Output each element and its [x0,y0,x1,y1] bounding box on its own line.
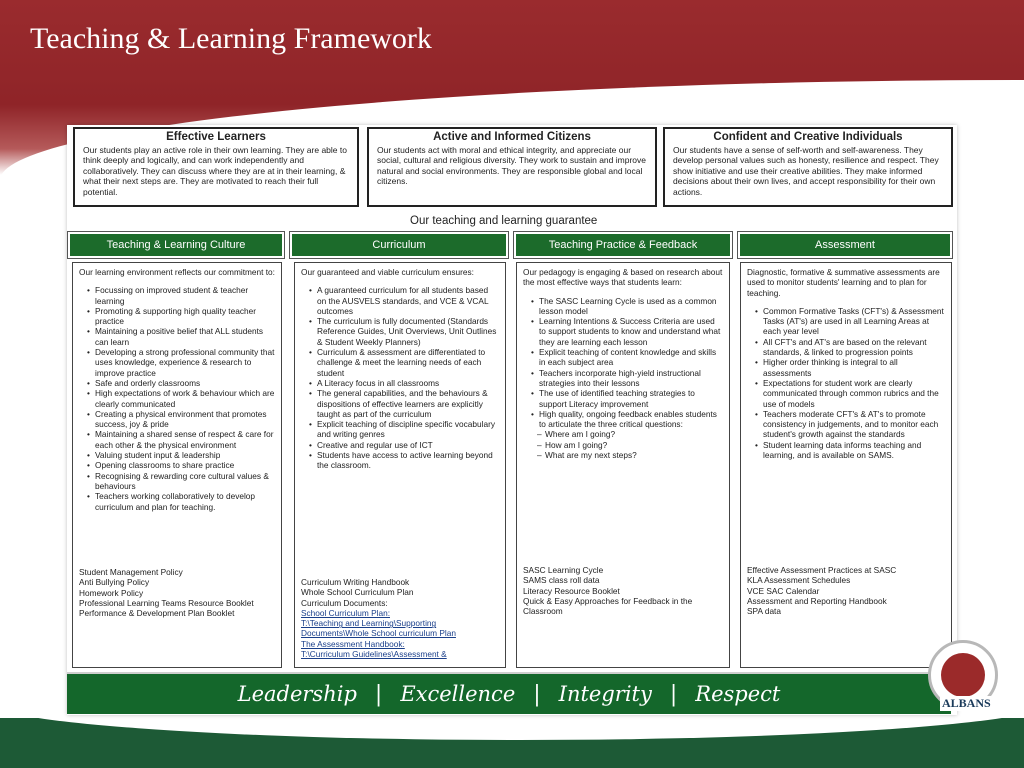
guarantee-label: Our teaching and learning guarantee [410,215,598,227]
box-body: Our students act with moral and ethical integrity, and appreciate our social, cultural and religious diversity. They work to sustain and improve natural and social environments. They are responsible global and local citizens. [377,144,646,186]
list-item: • Learning Intentions & Success Criteria are used to support students to know and understand what they are learning each lesson [531,316,723,347]
list-item: • Focussing on improved student & teacher learning [87,285,275,306]
resource-item: Curriculum Writing Handbook [301,577,410,587]
resource-list [79,567,275,618]
resource-item: Anti Bullying Policy [79,577,150,588]
list-item: • Maintaining a shared sense of respect & care for each other & the physical environment [87,429,275,450]
list-item: • All CFT's and AT's are based on the relevant standards, & linked to progression points [755,337,945,358]
column-intro: Our learning environment reflects our commitment to: [79,267,275,277]
resource-item: Whole School Curriculum Plan [301,587,414,598]
resource-item: VCE SAC Calendar [747,585,820,596]
list-item: – How am I going? [537,440,723,450]
list-item: • Recognising & rewarding core cultural values & behaviours [87,471,275,492]
col-heading-practice: Teaching Practice & Feedback [514,232,732,258]
resource-item: Homework Policy [79,587,144,598]
column-intro: Diagnostic, formative & summative assessments are used to monitor students' learning and to plan for teaching. [747,267,940,298]
resource-item: Effective Assessment Practices at SASC [747,565,897,575]
list-item: • Explicit teaching of discipline specific vocabulary and writing genres [309,419,499,440]
resource-item: Quick & Easy Approaches for Feedback in the Classroom [523,595,693,617]
list-item: • Students have access to active learning beyond the classroom. [309,450,499,471]
box-confident-individuals [663,127,953,207]
list-item: • Promoting & supporting high quality teacher practice [87,306,275,327]
document-link[interactable]: The Assessment Handbook: [301,638,405,649]
col-heading-assessment: Assessment [738,232,952,258]
box-effective-learners [73,127,359,207]
column-practice [516,262,730,668]
box-heading: Effective Learners [166,131,266,143]
resource-item: Assessment and Reporting Handbook [747,595,887,606]
list-item: • Curriculum & assessment are differentiated to challenge & meet the learning needs of each student [309,347,499,378]
list-item: • A guaranteed curriculum for all students based on the AUSVELS standards, and VCE & VCAL outcomes [309,285,499,316]
bullet-list [301,285,499,470]
list-item: • Valuing student input & leadership [87,450,275,460]
value-separator: | [669,681,678,707]
list-item: • Developing a strong professional community that uses knowledge, experience & research to improve practice [87,347,275,378]
column-curriculum [294,262,506,668]
list-item: • Teachers working collaboratively to develop curriculum and plan for teaching. [87,491,275,512]
list-item: • Opening classrooms to share practice [87,460,275,470]
slide-title: Teaching & Learning Framework [30,22,432,55]
document-link[interactable]: School Curriculum Plan: [301,607,390,618]
resource-item: Curriculum Documents: [301,597,388,608]
resource-list [301,577,499,659]
document-link[interactable]: T:\Teaching and Learning\Supporting Documents\Whole School curriculum Plan [301,618,456,639]
col-heading-culture: Teaching & Learning Culture [68,232,284,258]
list-item: • Safe and orderly classrooms [87,378,275,388]
list-item: • Expectations for student work are clearly communicated through common rubrics and the use of models [755,378,945,409]
bullet-list [747,306,945,460]
list-item: • Common Formative Tasks (CFT's) & Assessment Tasks (AT's) are used in all Learning Areas at each year level [755,306,945,337]
resource-item: SAMS class roll data [523,575,600,586]
list-item: • Creating a physical environment that promotes success, joy & pride [87,409,275,430]
box-heading: Confident and Creative Individuals [713,131,903,143]
resource-item: Performance & Development Plan Booklet [79,608,235,619]
resource-item: Student Management Policy [79,567,183,577]
list-item: • The curriculum is fully documented (Standards Reference Guides, Unit Overviews, Unit Outlines & Student Weekly Planners) [309,316,499,347]
list-item: • The SASC Learning Cycle is used as a common lesson model [531,296,723,317]
value-leadership: Leadership [237,682,357,706]
resource-item: KLA Assessment Schedules [747,575,851,586]
column-culture [72,262,282,668]
resource-item: SASC Learning Cycle [523,565,604,575]
list-item: • Student learning data informs teaching and learning, and is available on SAMS. [755,440,945,461]
list-item: • The use of identified teaching strategies to support Literacy improvement [531,388,723,409]
document-link[interactable]: T:\Curriculum Guidelines\Assessment & [301,649,447,660]
list-item: • High expectations of work & behaviour which are clearly communicated [87,388,275,409]
box-active-citizens [367,127,657,207]
values-bar [67,672,951,714]
question-list [523,429,723,460]
list-item: – What are my next steps? [537,450,723,460]
list-item: • Maintaining a positive belief that ALL students can learn [87,326,275,347]
bullet-list [79,285,275,512]
resource-item: SPA data [747,606,781,617]
column-intro: Our guaranteed and viable curriculum ensures: [301,267,474,277]
value-integrity: Integrity [558,682,652,706]
value-respect: Respect [695,682,781,706]
resource-list [523,565,723,616]
box-body: Our students play an active role in their own learning. They are able to think deeply and logically, and can work independently and collaboratively. They can discuss where they are at in their learning, & what their next steps are. They are motivated to reach their full potential. [83,144,347,197]
resource-item: Professional Learning Teams Resource Booklet [79,597,254,608]
list-item: • The general capabilities, and the behaviours & dispositions of effective learners are explicitly taught as part of the curriculum [309,388,499,419]
list-item: • A Literacy focus in all classrooms [309,378,499,388]
list-item: – Where am I going? [537,429,723,439]
list-item: • Explicit teaching of content knowledge and skills in each subject area [531,347,723,368]
box-heading: Active and Informed Citizens [433,131,591,143]
value-excellence: Excellence [400,682,516,706]
crest-emblem-icon [941,653,985,697]
value-separator: | [533,681,541,707]
resource-list [747,565,945,616]
list-item: • Teachers moderate CFT's & AT's to promote consistency in judgements, and to monitor each student's growth against the standards [755,409,945,440]
list-item: • High quality, ongoing feedback enables students to articulate the three critical questions: [531,409,723,430]
list-item: • Teachers incorporate high-yield instructional strategies into their lessons [531,368,723,389]
list-item: • Higher order thinking is integral to all assessments [755,357,945,378]
value-separator: | [374,681,383,707]
col-heading-curriculum: Curriculum [290,232,508,258]
list-item: • Creative and regular use of ICT [309,440,499,450]
column-assessment [740,262,952,668]
resource-item: Literacy Resource Booklet [523,585,620,596]
box-body: Our students have a sense of self-worth and self-awareness. They develop personal values such as honesty, resilience and respect. They show initiative and use their creative abilities. They make informed decisions about their own lives, and accept responsibility for their own actions. [673,144,939,197]
column-intro: Our pedagogy is engaging & based on research about the most effective ways that students learn: [523,267,723,288]
bullet-list [523,296,723,430]
crest-text: ALBANS [942,696,991,710]
